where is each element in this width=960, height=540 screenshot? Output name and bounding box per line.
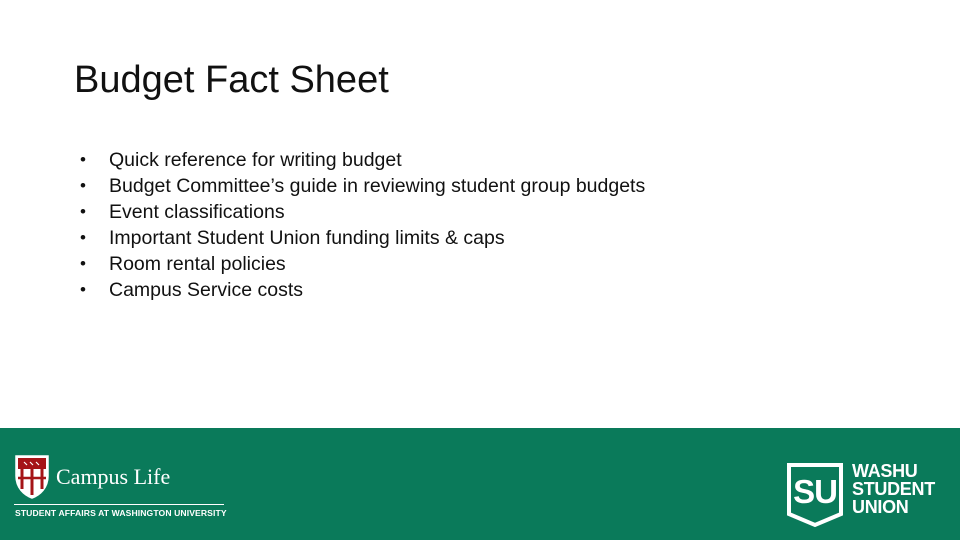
bullet-dot-icon: • <box>80 202 86 221</box>
bullet-dot-icon: • <box>80 150 86 169</box>
su-line-washu: WASHU <box>852 461 918 481</box>
su-monogram: SU <box>793 473 837 510</box>
bullet-text: Campus Service costs <box>109 278 303 301</box>
bullet-item <box>80 147 645 173</box>
bullet-text: Budget Committee’s guide in reviewing student group budgets <box>109 174 646 197</box>
bullet-dot-icon: • <box>80 254 86 273</box>
footer-band <box>0 428 960 540</box>
slide-title: Budget Fact Sheet <box>74 59 389 101</box>
student-union-wordmark <box>852 462 935 516</box>
logo-divider <box>14 504 224 505</box>
university-crest-icon <box>14 454 50 500</box>
su-line-student: STUDENT <box>852 479 935 499</box>
campus-life-logo <box>14 454 229 518</box>
bullet-text: Room rental policies <box>109 252 286 275</box>
bullet-dot-icon: • <box>80 280 86 299</box>
campus-life-name: Campus Life <box>56 464 171 489</box>
bullet-list <box>80 147 645 303</box>
bullet-item <box>80 251 645 277</box>
campus-life-subtitle: STUDENT AFFAIRS AT WASHINGTON UNIVERSITY <box>15 508 227 518</box>
su-line-union: UNION <box>852 497 909 517</box>
bullet-item <box>80 277 645 303</box>
bullet-dot-icon: • <box>80 176 86 195</box>
bullet-item <box>80 173 645 199</box>
student-union-logo <box>786 462 946 528</box>
bullet-item <box>80 199 645 225</box>
bullet-dot-icon: • <box>80 228 86 247</box>
bullet-text: Quick reference for writing budget <box>109 148 402 171</box>
bullet-text: Important Student Union funding limits & caps <box>109 226 505 249</box>
bullet-text: Event classifications <box>109 200 285 223</box>
bullet-item <box>80 225 645 251</box>
